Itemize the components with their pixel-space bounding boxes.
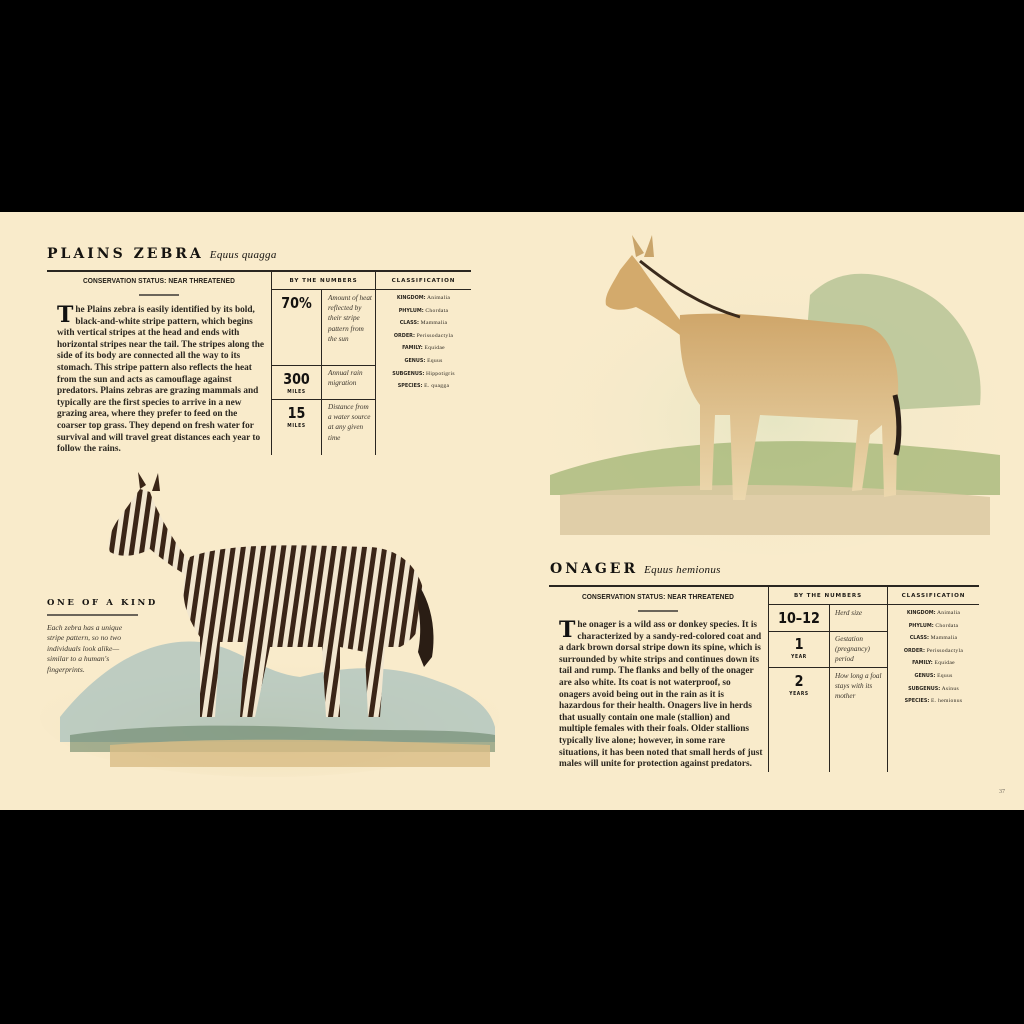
classification-row: SUBGENUS: Hippotigris — [392, 370, 455, 377]
stat-block — [774, 674, 825, 697]
body-text: he onager is a wild ass or donkey species. It is characterized by a sandy-red-colored coat and a dark brown dorsal stripe down its spine, which is surrounded by white strips and continues down its tail and rump. The flanks and belly of the onager are also white. Its coat is not waterproof, so onagers avoid being out in the rain as it is hazardous for their health. Onagers live in herds that usually contain one male (stallion) and multiple females with their foals. Older stallions typically live alone; however, in some rare situations, it has been noted that small herds of just males will unite for protection against predators. — [559, 620, 763, 770]
header-rule — [549, 585, 979, 587]
table-rule — [272, 365, 375, 366]
sidebar-text: Each zebra has a unique stripe pattern, so no two individuals look alike—similar to a human's fingerprints. — [47, 623, 123, 674]
stat-block — [276, 406, 318, 429]
classification-row: ORDER: Perissodactyla — [903, 647, 964, 654]
classification-row: FAMILY: Equidae — [912, 660, 955, 667]
stat-unit: MILES — [287, 423, 306, 429]
stat-unit: YEARS — [789, 691, 809, 697]
plains-zebra-body — [57, 302, 265, 456]
classification-row: SPECIES: E. hemionus — [904, 698, 963, 705]
header-rule — [47, 270, 471, 272]
classification-row: ORDER: Perissodactyla — [393, 332, 454, 339]
classification-row: GENUS: Equus — [914, 672, 953, 679]
status-divider — [139, 294, 179, 296]
classification-row: SPECIES: E. quagga — [397, 383, 450, 390]
stat-value: 15 — [287, 404, 306, 422]
plains-zebra-title — [47, 246, 277, 262]
table-rule — [272, 399, 375, 400]
sidebar-divider — [47, 614, 138, 616]
body-text: he Plains zebra is easily identified by its bold, black-and-white stripe pattern, which begins with vertical stripes at the head and ends with horizontal stripes near the tail. The stripes along the side of its body are connected all the way to its stomach. This stripe pattern also reflects the heat from the sun and acts as camouflage against predators. Plains zebras are grazing mammals and typically are the first species to arrive in a new grazing area, where they prefer to feed on the coarser top grass. They depend on fresh water for survival and will travel great distances each year to follow the rains. — [57, 305, 265, 455]
classification-row: CLASS: Mammalia — [909, 635, 958, 642]
classification-row: GENUS: Equus — [404, 357, 443, 364]
onager-illustration — [540, 225, 1010, 555]
stat-description: Gestation (pregnancy) period — [835, 635, 870, 664]
by-the-numbers-header: BY THE NUMBERS — [289, 278, 358, 284]
table-divider — [321, 289, 322, 455]
stat-value: 300 — [283, 370, 310, 388]
classification-header: CLASSIFICATION — [391, 278, 456, 284]
stat-description: Annual rain migration — [328, 369, 363, 388]
stat-block — [276, 372, 318, 395]
table-rule — [272, 289, 471, 290]
status-divider — [638, 610, 678, 612]
scientific-name: Equus quagga — [209, 249, 277, 261]
table-divider — [829, 604, 830, 772]
zebra-illustration — [40, 467, 500, 777]
onager-title — [550, 561, 721, 577]
stat-description: Herd size — [835, 609, 863, 617]
classification-row: PHYLUM: Chordata — [908, 622, 959, 629]
classification-row: CLASS: Mammalia — [399, 320, 448, 327]
classification-row: FAMILY: Equidae — [402, 345, 445, 352]
one-of-a-kind-title: ONE OF A KIND — [47, 598, 158, 608]
species-title: ONAGER — [550, 561, 639, 577]
classification-row: PHYLUM: Chordata — [398, 307, 449, 314]
drop-cap: T — [57, 302, 74, 328]
table-divider — [768, 586, 769, 772]
stat-description: How long a foal stays with its mother — [835, 672, 882, 701]
stat-description: Distance from a water source at any given time — [328, 403, 371, 442]
stat-value: 70% — [281, 294, 312, 312]
species-title: PLAINS ZEBRA — [47, 246, 204, 262]
stat-value: 10–12 — [778, 609, 820, 627]
classification-row: SUBGENUS: Asinus — [908, 685, 959, 692]
scientific-name: Equus hemionus — [644, 564, 721, 576]
drop-cap: T — [559, 617, 576, 643]
book-spread — [0, 212, 1024, 810]
stat-description: Amount of heat reflected by their stripe pattern from the sun — [328, 294, 372, 343]
classification-row: KINGDOM: Animalia — [396, 295, 451, 301]
stat-unit: MILES — [287, 389, 306, 395]
stat-unit: YEAR — [791, 654, 807, 660]
table-rule — [769, 667, 887, 668]
stat-value: 2 — [794, 672, 804, 690]
classification-list — [888, 607, 979, 708]
classification-row: KINGDOM: Animalia — [906, 610, 961, 616]
onager-body — [559, 617, 763, 771]
stat-value: 1 — [794, 635, 804, 653]
conservation-status: CONSERVATION STATUS: NEAR THREATENED — [581, 592, 735, 601]
table-rule — [769, 604, 979, 605]
classification-header: CLASSIFICATION — [901, 593, 966, 599]
table-divider — [271, 270, 272, 455]
table-rule — [769, 631, 887, 632]
conservation-status: CONSERVATION STATUS: NEAR THREATENED — [82, 276, 236, 285]
page-number: 37 — [999, 789, 1005, 795]
by-the-numbers-header: BY THE NUMBERS — [793, 593, 863, 599]
stat-block — [774, 637, 825, 660]
classification-list — [376, 292, 471, 393]
